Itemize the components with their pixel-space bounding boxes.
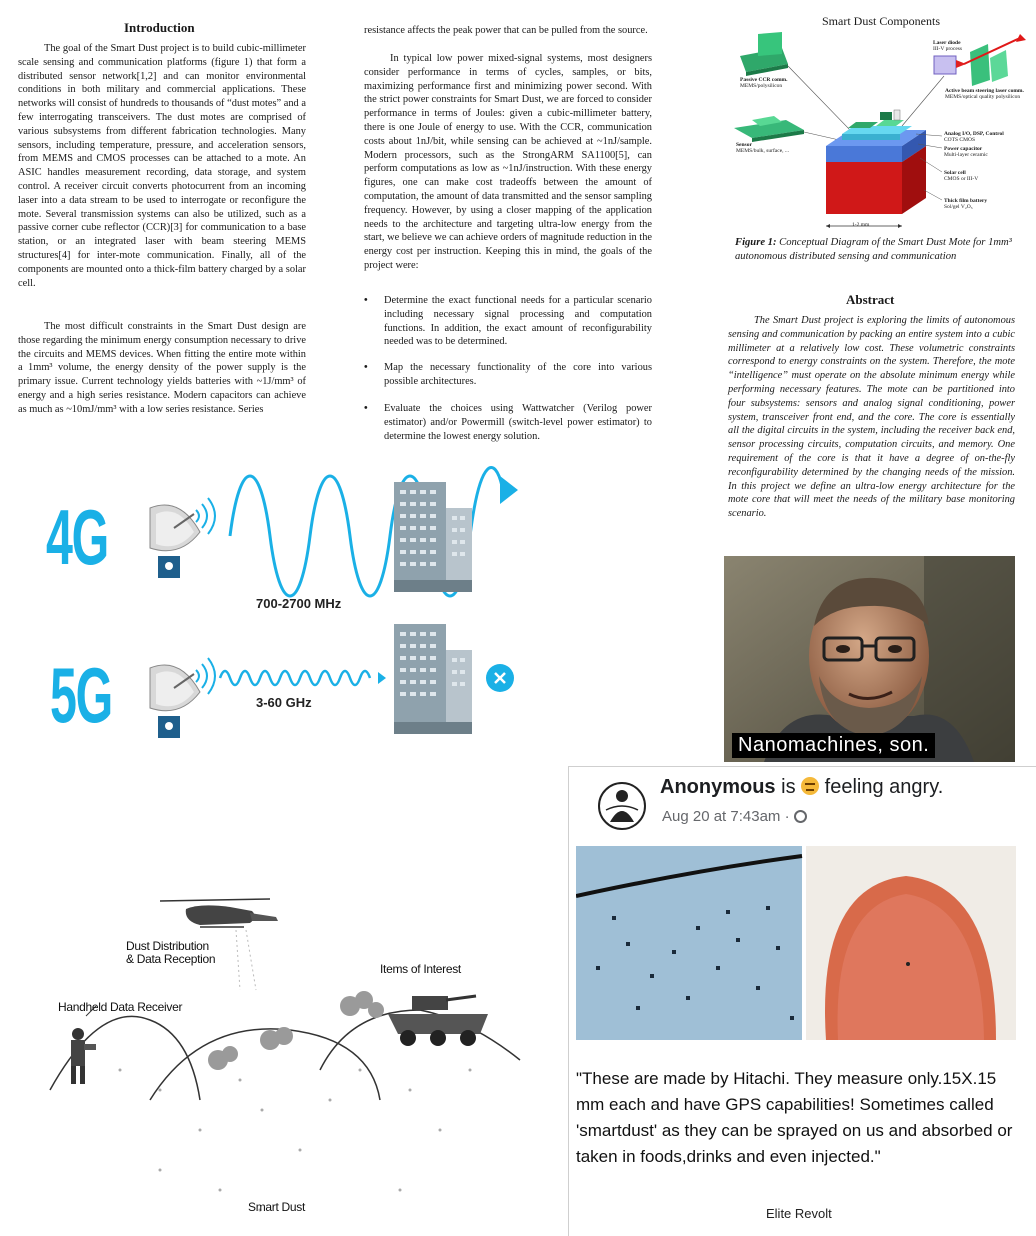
mote-stack-icon (826, 110, 926, 214)
status-suffix: feeling angry. (819, 776, 944, 798)
building-icon (394, 482, 472, 592)
label-4g: 4G (46, 493, 109, 581)
satellite-dish-icon (150, 658, 215, 738)
label-handheld-receiver: Handheld Data Receiver (58, 1000, 183, 1014)
arrow-right-icon (378, 672, 386, 684)
ccr-component-icon (740, 32, 788, 76)
diagram-title: Smart Dust Components (822, 14, 941, 28)
post-quote: "These are made by Hitachi. They measure only.15X.15 mm each and have GPS capabilities! Sometimes called 'smartdust' as they can be sprayed on us and absorbed or taken in foods,drinks and even injected." (576, 1069, 1013, 1166)
network-frequency-graphic (130, 466, 540, 756)
meme-image (724, 556, 1015, 762)
building-icon (394, 624, 472, 734)
intro-paragraph-2: The most difficult constraints in the Smart Dust design are those regarding the minimum energy consumption necessary to drive the circuits and MEMS devices. When fitting the entire mote within a 1mm³ volume, the energy density of the power supply is the primary issue. Current technology yields batteries with ~1J/mm³ of energy and a high series resistance. Modern capacitors can achieve as much as ~10mJ/mm³ with a low series resistance. Series (18, 321, 306, 415)
satellite-dish-icon (150, 498, 215, 578)
intro-heading: Introduction (124, 20, 195, 35)
label-ccr: Passive CCR comm. MEMS/polysilicon (740, 77, 788, 89)
label-analog: Analog I/O, DSP, Control COTS CMOS (944, 131, 1004, 143)
goal-bullet-1 (364, 294, 652, 349)
blocked-x-icon (486, 664, 514, 692)
label-5g: 5G (50, 651, 113, 739)
figure-caption (735, 236, 1030, 264)
globe-icon (794, 810, 807, 823)
bullet-icon: • (364, 295, 368, 306)
figure-caption-text: Conceptual Diagram of the Smart Dust Mote for 1mm³ autonomous distributed sensing and communication (735, 237, 1012, 262)
soldier-icon (71, 1028, 96, 1084)
post-timestamp[interactable] (662, 808, 807, 825)
label-sensor: Sensor MEMS/bulk, surface, ... (736, 142, 790, 154)
post-source: Elite Revolt (766, 1206, 832, 1221)
5g-wave (220, 671, 370, 685)
label-laser: Laser diode III-V process (933, 40, 963, 52)
column2-paragraph-2: In typical low power mixed-signal systems, most designers consider performance in terms of cycles, samples, or bits, maximizing performance first and minimizing power second. With the strict power constraints for Smart Dust, we are forced to consider performance in terms of Joules: given a cubic-millimeter battery, there is one Joule of energy to use. With the CCR, communication costs about 1nJ/bit, while sensing can be achieved at ~1nJ/sample. Modern processors, such as the StrongARM SA1100[5], can perform computations as low as ~1nJ/instruction. With these energy figures, one can make cost tradeoffs between the amount of computation, the amount of data transmitted and the sensor sampling frequency. However, by using a closer mapping of the application needs to the architecture and targeting ultra-low energy from the start, we believe we can achieve orders of magnitude reduction in the energy cost per instruction. Keeping this in mind, the goals of the project were: (364, 53, 652, 271)
freq-5g: 3-60 GHz (256, 695, 312, 710)
abstract-heading: Abstract (846, 292, 895, 307)
label-solar-cell: Solar cell CMOS or III-V (944, 170, 979, 182)
label-smart-dust: Smart Dust (248, 1200, 306, 1214)
status-prefix: is (775, 776, 802, 798)
post-time-text: Aug 20 at 7:43am · (662, 808, 790, 825)
label-items-of-interest: Items of Interest (380, 962, 461, 976)
avatar[interactable] (598, 782, 646, 830)
bullet-text: Determine the exact functional needs for a particular scenario including necessary signal processing and computation functions. In addition, the exact amount of reconfigurability needed was to be determined. (384, 295, 652, 348)
label-dust-distribution: Dust Distribution & Data Reception (126, 939, 216, 966)
bullet-text: Evaluate the choices using Wattwatcher (Verilog power estimator) and/or Powermill (switch-level power estimator) to determine the lowest energy solution. (384, 403, 652, 442)
intro-paragraph-1: The goal of the Smart Dust project is to build cubic-millimeter scale sensing and communication platforms (figure 1) that form a distributed sensor network[1,2] and can monitor environmental conditions in both military and commercial applications. These networks will consist of hundreds to thousands of “dust motes” and a few interrogating transceivers. The dust motes are comprised of various subsystems from different fabrication technologies. Many sensors, including temperature, pressure, and acceleration sensors, from MEMS and CMOS processes can be attached to a mote. An ASIC handles measurement recording, data storage, and system control. A receiver circuit converts photocurrent from an incoming laser into a data stream to be used to interrogate or reconfigure the mote. Several transmission systems can also be utilized, such as a passive corner cube reflector (CCR)[3] for communication to a base station, or an integrated laser with beam steering MEMS structures[4] for inter-mote communication. Finally, all of the components are mounted onto a thick-film battery charged by a solar cell. (18, 43, 306, 289)
freq-4g: 700-2700 MHz (256, 596, 342, 611)
goal-bullet-2 (364, 361, 652, 389)
post-image[interactable] (576, 846, 1016, 1040)
figure-label: Figure 1: (735, 237, 777, 248)
goal-bullet-3 (364, 402, 652, 443)
author-name[interactable]: Anonymous (660, 776, 776, 798)
meme-caption: Nanomachines, son. (732, 733, 935, 758)
label-power-capacitor: Power capacitor Multi-layer ceramic (944, 146, 988, 158)
label-scale: 1-2 mm (852, 222, 870, 228)
helicopter-icon (160, 899, 278, 927)
label-battery: Thick film battery Sol/gel V₂O₅ (944, 198, 988, 210)
label-beam-steering: Active beam steering laser comm. MEMS/optical quality polysilicon (945, 88, 1024, 100)
bearded-man-illustration (724, 556, 1015, 762)
bullet-text: Map the necessary functionality of the core into various possible architectures. (384, 362, 652, 387)
angry-emoji-icon (801, 777, 819, 795)
arrow-right-icon (500, 476, 518, 504)
sensor-component-icon (734, 116, 804, 142)
smart-dust-particles (119, 1069, 472, 1212)
bullet-icon: • (364, 403, 368, 414)
abstract-text: The Smart Dust project is exploring the limits of autonomous sensing and communication by packing an entire system into a cubic millimeter at a relatively low cost. These volumetric constraints correspond to energy constraints on the system. Therefore, the mote “intelligence” must operate on the absolute minimum energy while performing necessary features. The mote can be partitioned into four subsystems: sensors and analog signal conditioning, power system, transceiver front end, and the core. The core is essentially all the digital circuits in the system, including the receiver back end, sensor processing circuits, computation circuits, and memory. One requirement of the core is that it have a degree of on-the-fly reconfigurability determined by the changing needs of the mission. In this project we define an ultra-low energy architecture for the mote core that will meet the needs of the military base monitoring scenario. (728, 315, 1015, 520)
post-header (660, 776, 943, 799)
bullet-icon: • (364, 362, 368, 373)
armored-vehicle-icon (388, 996, 488, 1046)
column2-paragraph-1: resistance affects the peak power that can be pulled from the source. (364, 25, 648, 36)
